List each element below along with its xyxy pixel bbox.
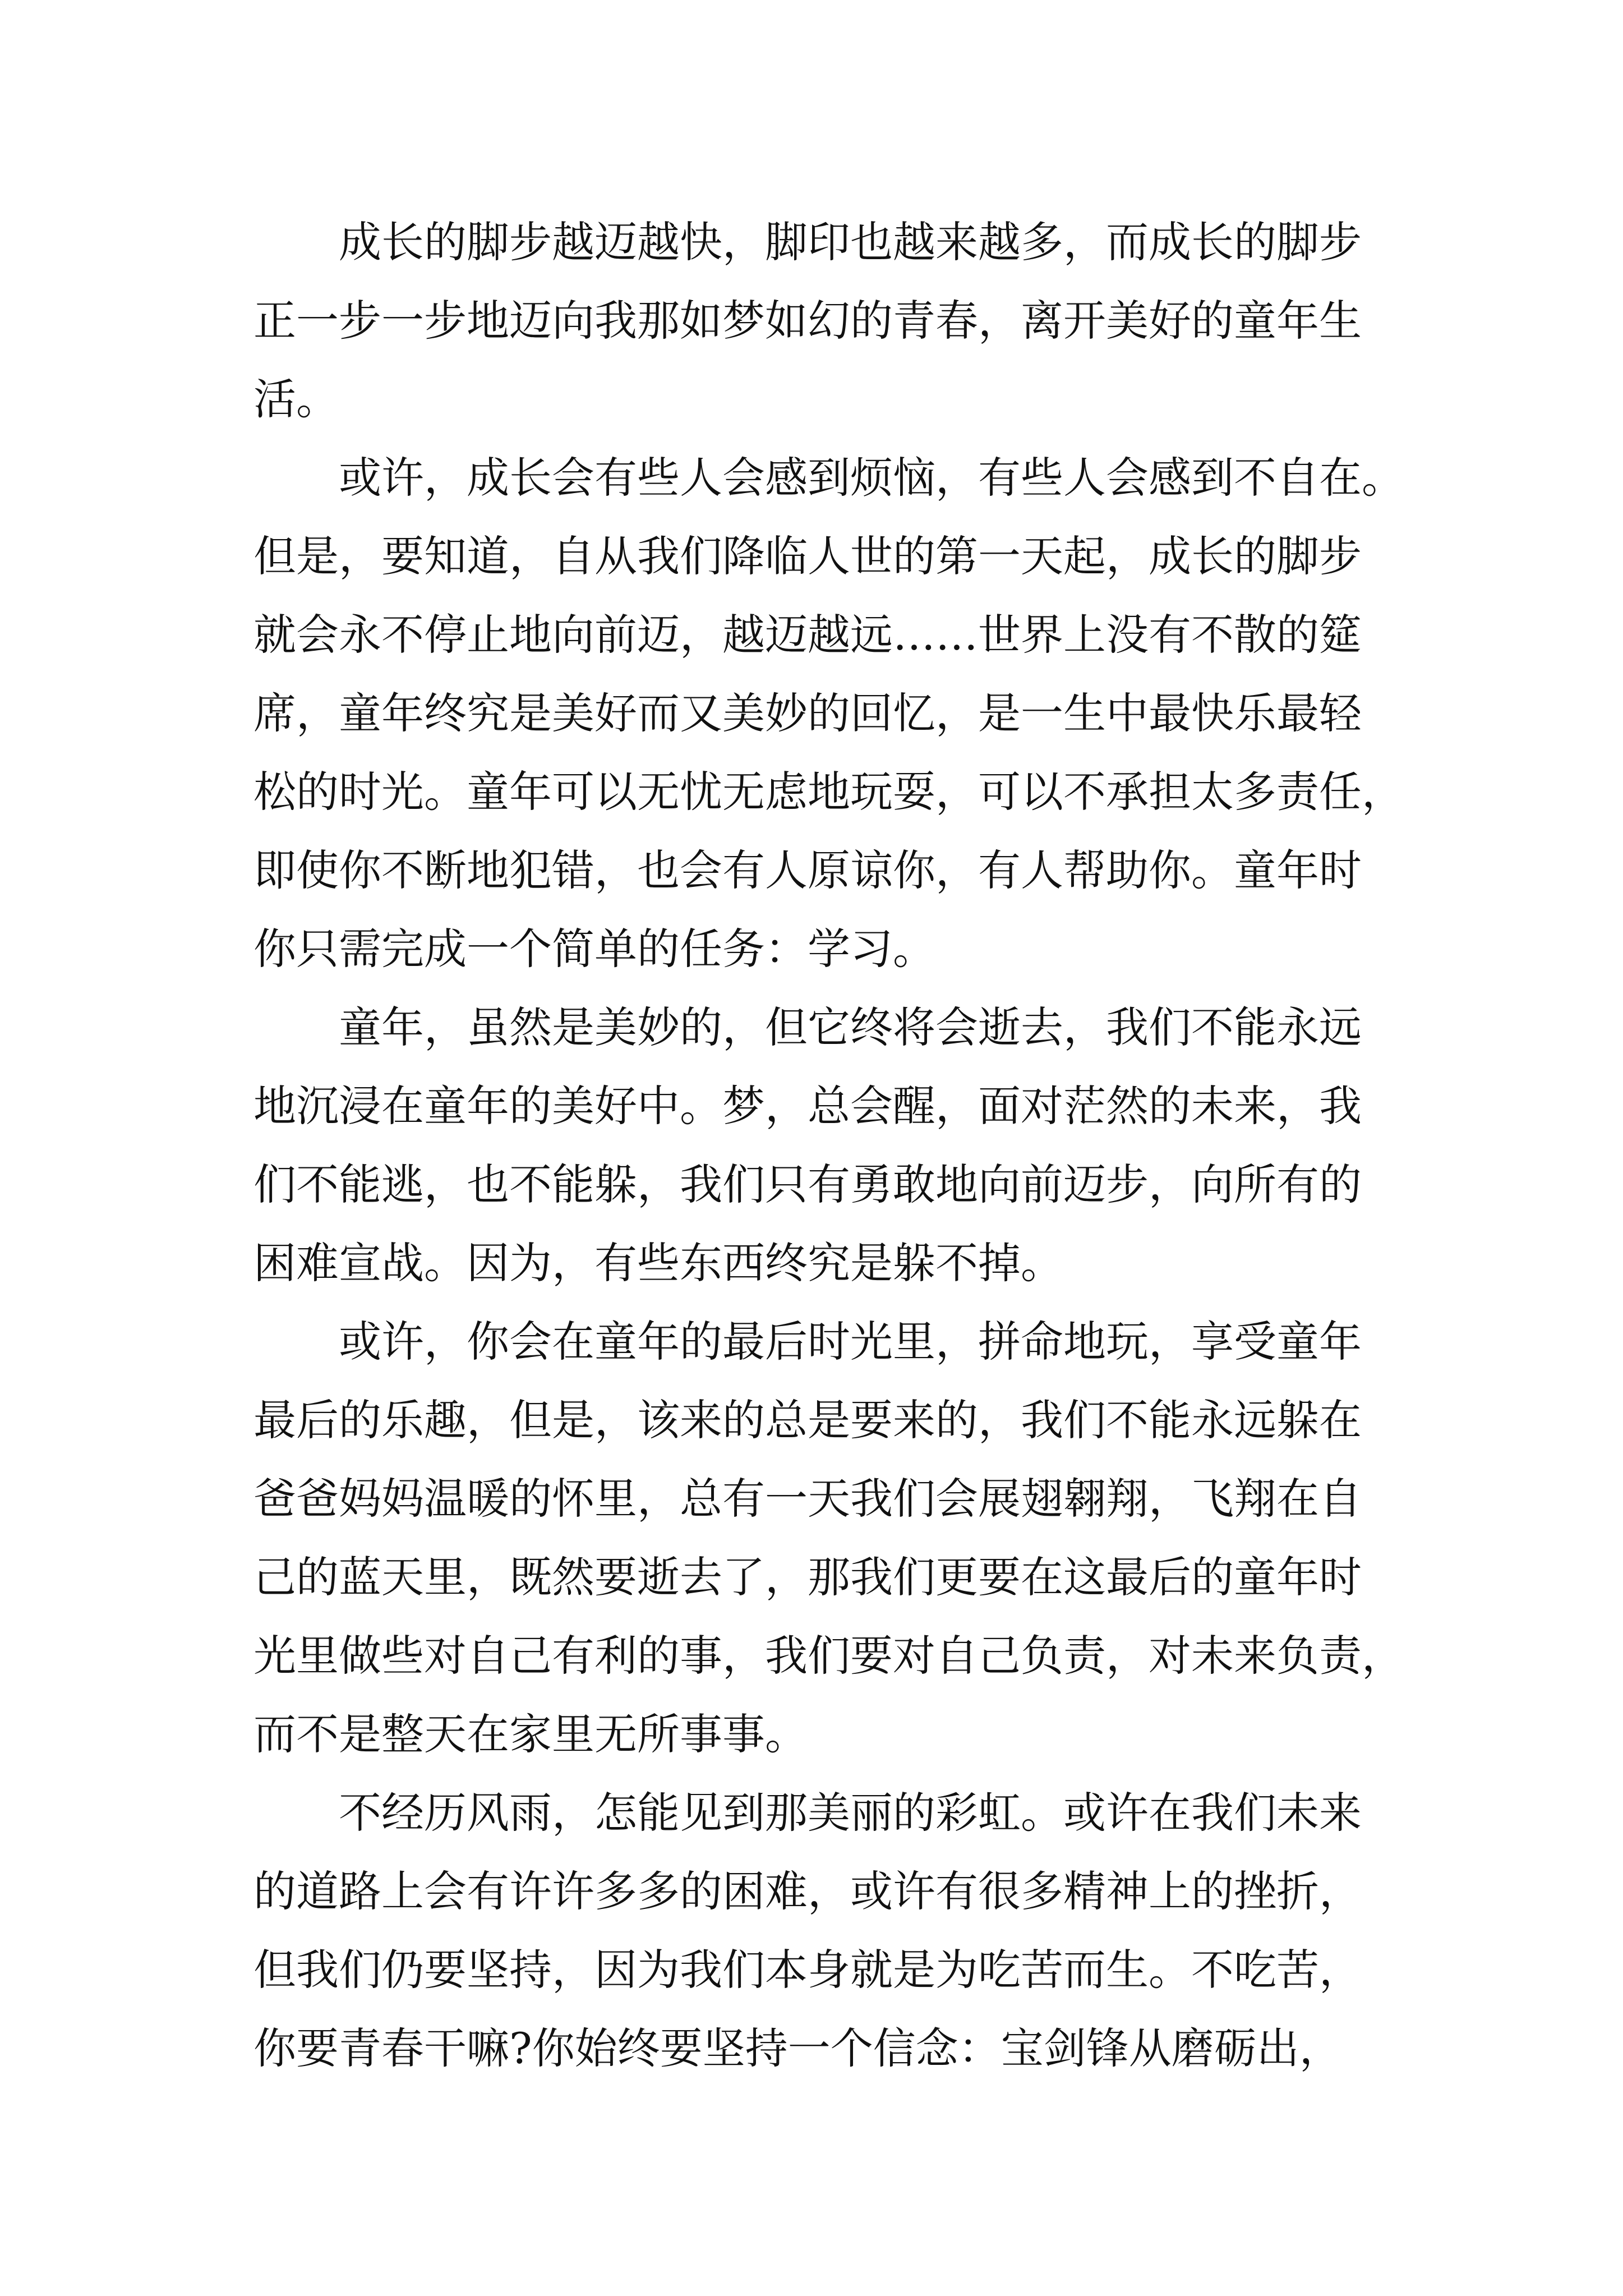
text-line: 地沉浸在童年的美好中。梦，总会醒，面对茫然的未来，我 [253, 1081, 1362, 1131]
text-line: 但我们仍要坚持，因为我们本身就是为吃苦而生。不吃苦， [253, 1945, 1362, 1995]
text-line: 或许，你会在童年的最后时光里，拼命地玩，享受童年 [339, 1317, 1362, 1366]
text-line: 们不能逃，也不能躲，我们只有勇敢地向前迈步，向所有的 [253, 1159, 1362, 1209]
text-line: 活。 [253, 374, 339, 424]
text-line: 你要青春干嘛?你始终要坚持一个信念：宝剑锋从磨砺出， [253, 2023, 1342, 2073]
text-line: 童年，虽然是美妙的，但它终将会逝去，我们不能永远 [339, 1002, 1362, 1052]
text-line: 正一步一步地迈向我那如梦如幻的青春，离开美好的童年生 [253, 296, 1362, 346]
text-line: 而不是整天在家里无所事事。 [253, 1709, 808, 1759]
text-line: 爸爸妈妈温暖的怀里，总有一天我们会展翅翱翔，飞翔在自 [253, 1474, 1362, 1524]
text-line: 你只需完成一个简单的任务：学习。 [253, 924, 935, 974]
text-line: 席，童年终究是美好而又美妙的回忆，是一生中最快乐最轻 [253, 688, 1362, 738]
text-line: 光里做些对自己有利的事，我们要对自己负责，对未来负责， [253, 1631, 1404, 1681]
text-line: 就会永不停止地向前迈，越迈越远……世界上没有不散的筵 [253, 610, 1362, 660]
text-line: 即使你不断地犯错，也会有人原谅你，有人帮助你。童年时 [253, 845, 1362, 895]
text-line: 最后的乐趣，但是，该来的总是要来的，我们不能永远躲在 [253, 1395, 1362, 1445]
text-line: 松的时光。童年可以无忧无虑地玩耍，可以不承担太多责任， [253, 767, 1404, 817]
text-line: 困难宣战。因为，有些东西终究是躲不掉。 [253, 1238, 1063, 1288]
text-line: 己的蓝天里，既然要逝去了，那我们更要在这最后的童年时 [253, 1552, 1362, 1602]
text-line: 成长的脚步越迈越快，脚印也越来越多，而成长的脚步 [339, 217, 1362, 267]
text-line: 不经历风雨，怎能见到那美丽的彩虹。或许在我们未来 [339, 1788, 1362, 1838]
text-line: 或许，成长会有些人会感到烦恼，有些人会感到不自在。 [339, 453, 1404, 503]
text-line: 但是，要知道，自从我们降临人世的第一天起，成长的脚步 [253, 531, 1362, 581]
text-line: 的道路上会有许许多多的困难，或许有很多精神上的挫折， [253, 1866, 1362, 1916]
